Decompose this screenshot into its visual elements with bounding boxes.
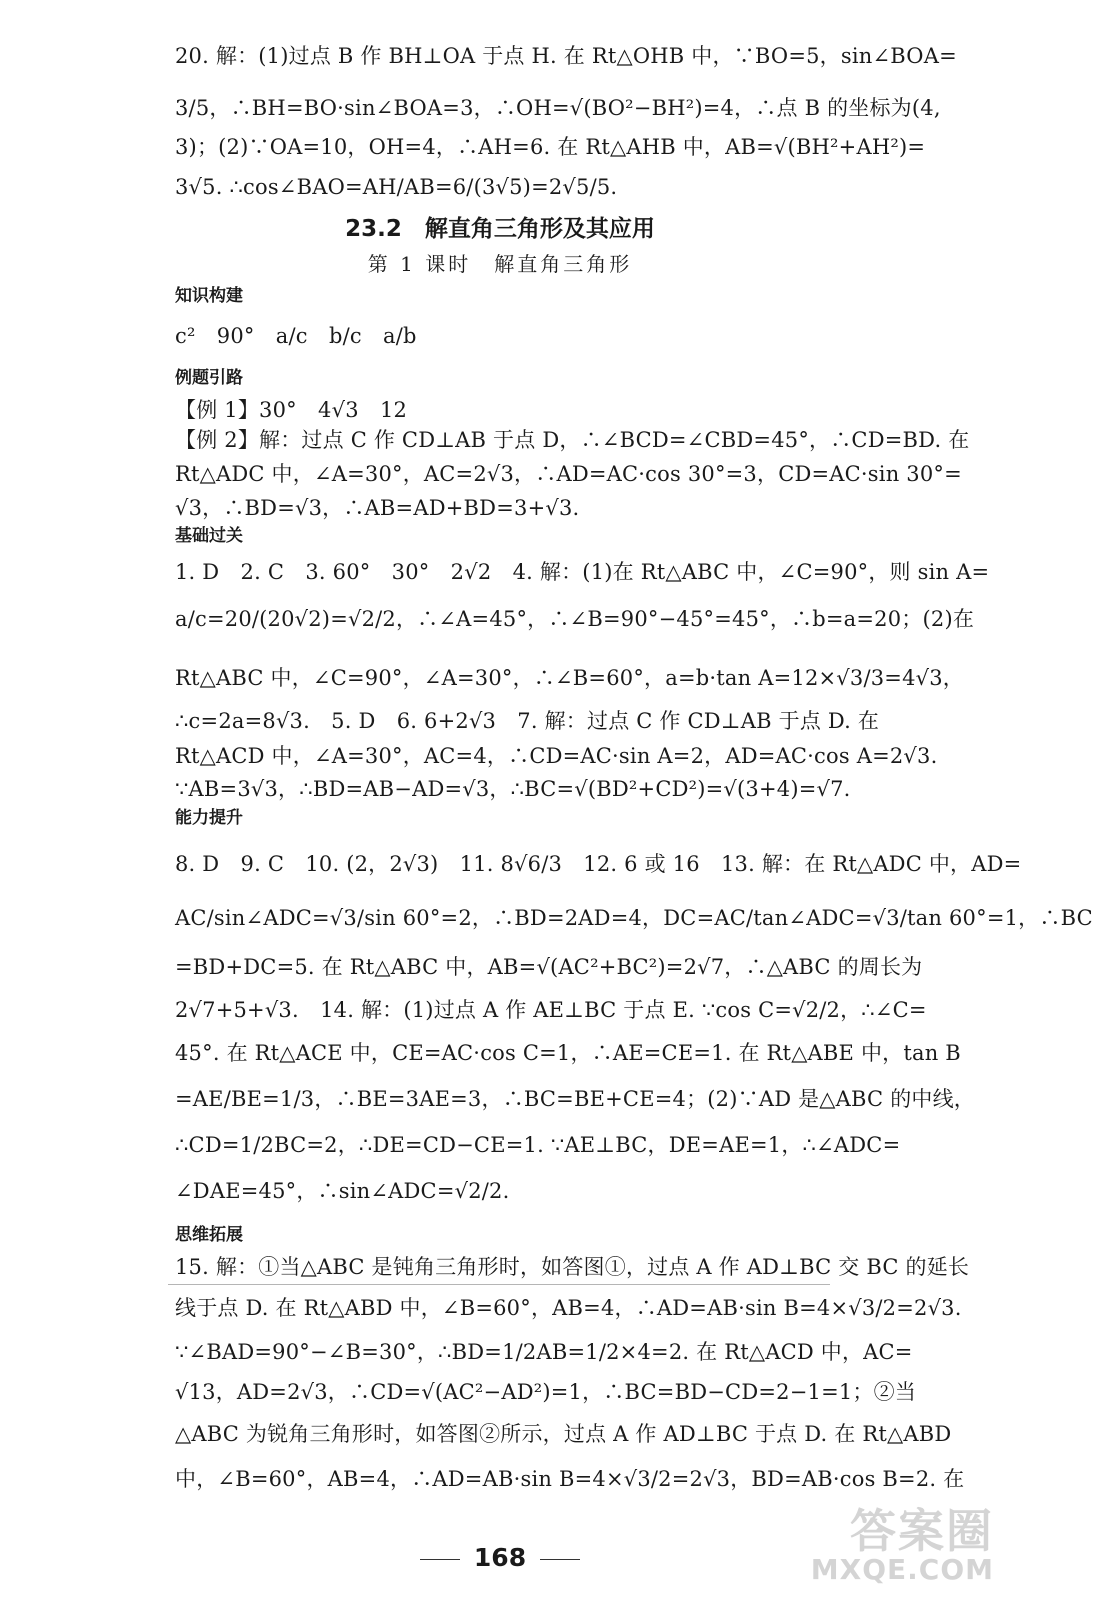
divider-line — [168, 1284, 830, 1285]
example-2-line-2: Rt△ADC 中，∠A=30°，AC=2√3，∴AD=AC·cos 30°=3，CD=AC·sin 30°= — [175, 462, 962, 486]
thinking-line-6: 中，∠B=60°，AB=4，∴AD=AB·sin B=4×√3/2=2√3，BD=AB·cos B=2. 在 — [175, 1467, 965, 1491]
ability-line-4: 2√7+5+√3. 14. 解：(1)过点 A 作 AE⊥BC 于点 E. ∵cos C=√2/2，∴∠C= — [175, 998, 927, 1022]
watermark-url: MXQE.COM — [810, 1553, 994, 1586]
ability-line-1: 8. D 9. C 10. (2，2√3) 11. 8√6/3 12. 6 或 16 13. 解：在 Rt△ADC 中，AD= — [175, 852, 1022, 876]
ability-line-2: AC/sin∠ADC=√3/sin 60°=2，∴BD=2AD=4，DC=AC/tan∠ADC=√3/tan 60°=1，∴BC — [175, 906, 1093, 930]
ability-line-3: =BD+DC=5. 在 Rt△ABC 中，AB=√(AC²+BC²)=2√7，∴△ABC 的周长为 — [175, 955, 923, 979]
section-title: 23.2 解直角三角形及其应用 — [345, 216, 655, 242]
ability-heading: 能力提升 — [175, 808, 243, 828]
watermark-text: 答案圈 — [850, 1504, 994, 1558]
example-2-line-3: √3，∴BD=√3，∴AB=AD+BD=3+√3. — [175, 496, 580, 520]
page-number: 168 — [473, 1543, 527, 1572]
basic-heading: 基础过关 — [175, 526, 243, 546]
basic-line-5: Rt△ACD 中，∠A=30°，AC=4，∴CD=AC·sin A=2，AD=AC·cos A=2√3. — [175, 744, 938, 768]
thinking-line-5: △ABC 为锐角三角形时，如答图②所示，过点 A 作 AD⊥BC 于点 D. 在 Rt△ABD — [175, 1422, 952, 1446]
ability-line-6: =AE/BE=1/3，∴BE=3AE=3，∴BC=BE+CE=4；(2)∵AD 是△ABC 的中线， — [175, 1087, 975, 1111]
knowledge-line: c² 90° a/c b/c a/b — [175, 324, 417, 348]
footer-dash-left — [420, 1559, 460, 1560]
answer-20-line-1: 20. 解：(1)过点 B 作 BH⊥OA 于点 H. 在 Rt△OHB 中，∵BO=5，sin∠BOA= — [175, 44, 957, 68]
lesson-title: 第 1 课时 解直角三角形 — [367, 252, 633, 276]
thinking-line-1: 15. 解：①当△ABC 是钝角三角形时，如答图①，过点 A 作 AD⊥BC 交 BC 的延长 — [175, 1255, 970, 1279]
thinking-line-3: ∵∠BAD=90°−∠B=30°，∴BD=1/2AB=1/2×4=2. 在 Rt△ACD 中，AC= — [175, 1340, 913, 1364]
ability-line-7: ∴CD=1/2BC=2，∴DE=CD−CE=1. ∵AE⊥BC，DE=AE=1，∴∠ADC= — [175, 1133, 901, 1157]
basic-line-2: a/c=20/(20√2)=√2/2，∴∠A=45°，∴∠B=90°−45°=45°，∴b=a=20；(2)在 — [175, 607, 975, 631]
ability-line-5: 45°. 在 Rt△ACE 中，CE=AC·cos C=1，∴AE=CE=1. 在 Rt△ABE 中，tan B — [175, 1041, 961, 1065]
example-1: 【例 1】30° 4√3 12 — [175, 398, 408, 422]
basic-line-3: Rt△ABC 中，∠C=90°，∠A=30°，∴∠B=60°，a=b·tan A=12×√3/3=4√3， — [175, 666, 964, 690]
thinking-line-4: √13，AD=2√3，∴CD=√(AC²−AD²)=1，∴BC=BD−CD=2−1=1；②当 — [175, 1380, 917, 1404]
answer-20-line-3: 3)；(2)∵OA=10，OH=4，∴AH=6. 在 Rt△AHB 中，AB=√(BH²+AH²)= — [175, 135, 926, 159]
footer-dash-right — [540, 1559, 580, 1560]
knowledge-heading: 知识构建 — [175, 286, 243, 306]
answer-20-line-4: 3√5. ∴cos∠BAO=AH/AB=6/(3√5)=2√5/5. — [175, 175, 618, 199]
watermark-logo — [810, 1504, 994, 1586]
example-2-line-1: 【例 2】解：过点 C 作 CD⊥AB 于点 D，∴∠BCD=∠CBD=45°，∴CD=BD. 在 — [175, 428, 970, 452]
ability-line-8: ∠DAE=45°，∴sin∠ADC=√2/2. — [175, 1179, 510, 1203]
basic-line-4: ∴c=2a=8√3. 5. D 6. 6+2√3 7. 解：过点 C 作 CD⊥AB 于点 D. 在 — [175, 709, 880, 733]
answer-20-line-2: 3/5，∴BH=BO·sin∠BOA=3，∴OH=√(BO²−BH²)=4，∴点 B 的坐标为(4, — [175, 96, 941, 120]
basic-line-1: 1. D 2. C 3. 60° 30° 2√2 4. 解：(1)在 Rt△ABC 中，∠C=90°，则 sin A= — [175, 560, 990, 584]
thinking-line-2: 线于点 D. 在 Rt△ABD 中，∠B=60°，AB=4，∴AD=AB·sin B=4×√3/2=2√3. — [175, 1296, 962, 1320]
thinking-heading: 思维拓展 — [175, 1225, 243, 1245]
basic-line-6: ∵AB=3√3，∴BD=AB−AD=√3，∴BC=√(BD²+CD²)=√(3+4)=√7. — [175, 777, 851, 801]
examples-heading: 例题引路 — [175, 368, 243, 388]
